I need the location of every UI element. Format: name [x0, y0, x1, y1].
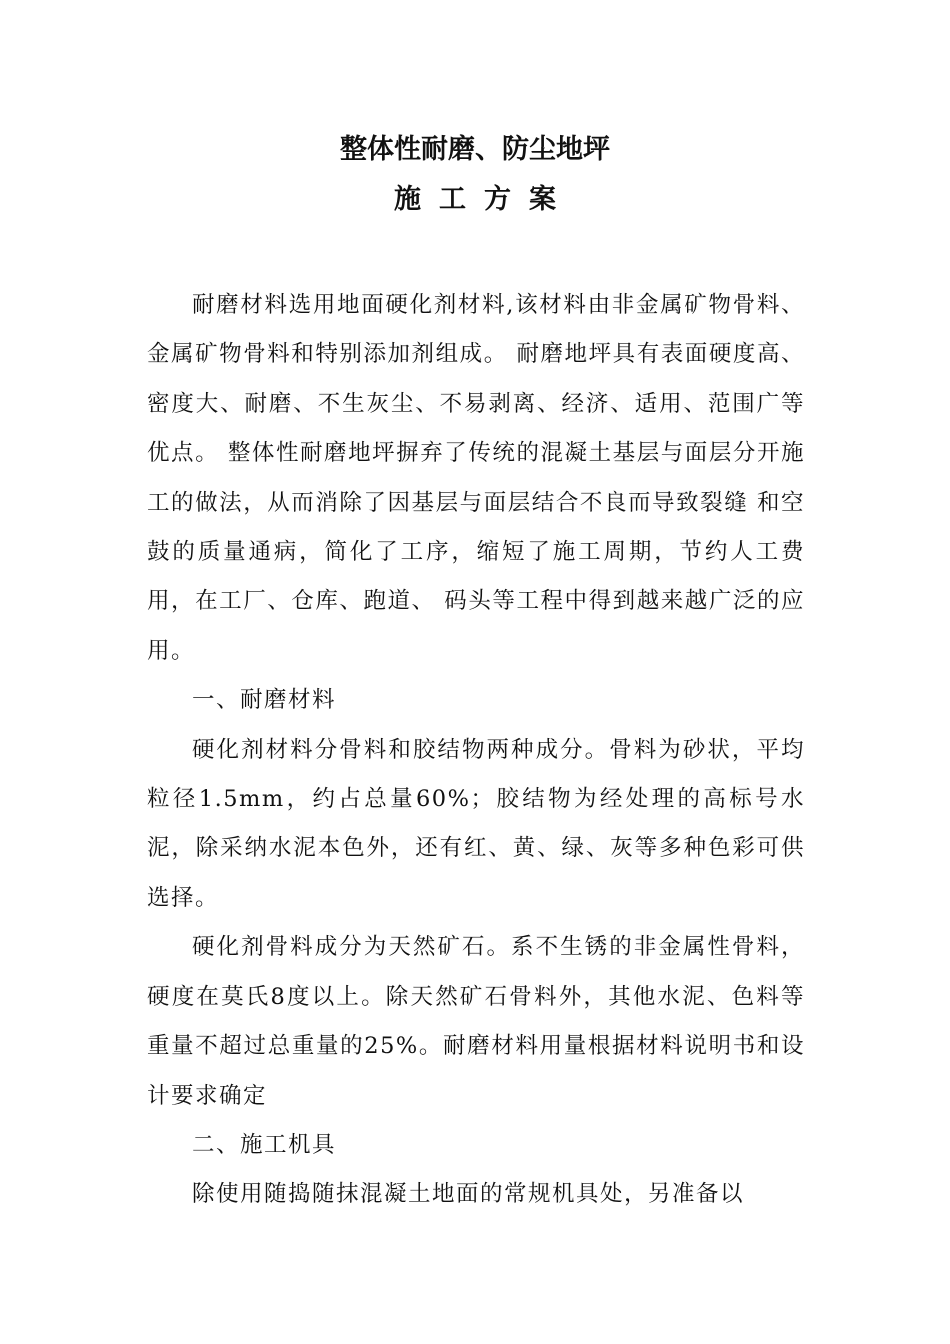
intro-paragraph: 耐磨材料选用地面硬化剂材料,该材料由非金属矿物骨料、金属矿物骨料和特别添加剂组成。 耐磨地坪具有表面硬度高、密度大、耐磨、不生灰尘、不易剥离、经济、适用、范围广等优点。 整体性耐磨地坪摒弃了传统的混凝土基层与面层分开施工的做法，从而消除了因基层与面层结合不良而导致裂缝 和空鼓的质量通病，简化了工序，缩短了施工周期，节约人工费用，在工厂、仓库、跑道、 码头等工程中得到越来越广泛的应用。: [147, 292, 805, 664]
equipment-paragraph-1: 除使用随捣随抹混凝土地面的常规机具处，另准备以: [192, 1181, 745, 1208]
section-heading-equipment: 二、施工机具: [192, 1131, 337, 1158]
section-heading-materials: 一、耐磨材料: [192, 687, 337, 714]
document-subtitle: 施工方案: [394, 184, 574, 215]
document-body: [147, 281, 805, 1220]
document-title: 整体性耐磨、防尘地坪: [340, 134, 610, 165]
materials-paragraph-2: 硬化剂骨料成分为天然矿石。系不生锈的非金属性骨料，硬度在莫氏8度以上。除天然矿石骨料外，其他水泥、色料等重量不超过总重量的25%。耐磨材料用量根据材料说明书和设计要求确定: [147, 934, 805, 1109]
materials-paragraph-1: 硬化剂材料分骨料和胶结物两种成分。骨料为砂状，平均粒径1.5mm，约占总量60%；胶结物为经处理的高标号水泥，除采纳水泥本色外，还有红、黄、绿、灰等多种色彩可供选择。: [147, 736, 805, 911]
